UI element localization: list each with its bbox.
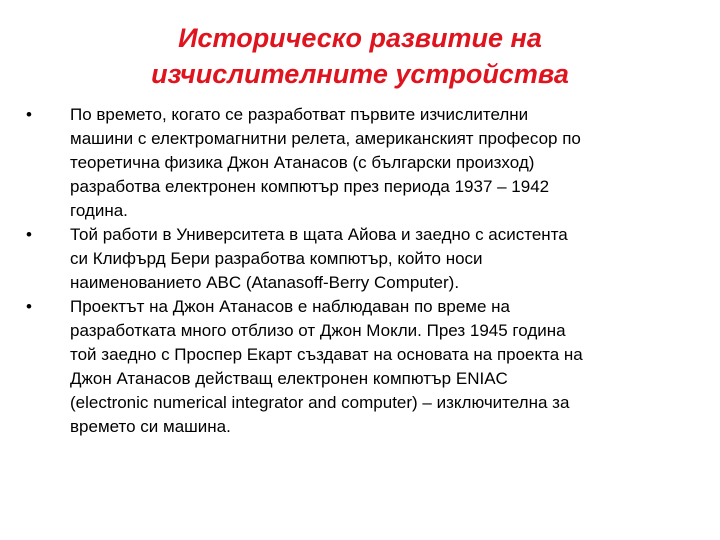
bullet-text-line: разработва електронен компютър през периода 1937 – 1942 xyxy=(70,177,550,196)
bullet-text-line: разработката много отблизо от Джон Мокли. През 1945 година xyxy=(70,321,566,340)
bullet-text-line: наименованието ABC (Atanasoff-Berry Computer). xyxy=(70,273,460,292)
bullet-list xyxy=(26,103,690,439)
bullet-text-line: Джон Атанасов действащ електронен компютър ENIAC xyxy=(70,369,508,388)
bullet-marker: • xyxy=(26,225,32,244)
bullet-text-line: По времето, когато се разработват първите изчислителни xyxy=(70,105,529,124)
bullet-text-line: теоретична физика Джон Атанасов (с български произход) xyxy=(70,153,535,172)
slide-title xyxy=(60,20,660,92)
bullet-text-line: машини с електромагнитни релета, американският професор по xyxy=(70,129,581,148)
bullet-text-line: Проектът на Джон Атанасов е наблюдаван по време на xyxy=(70,297,511,316)
slide-title-line: Историческо развитие на xyxy=(178,23,542,53)
bullet-item xyxy=(26,295,690,439)
slide-title-line: изчислителните устройства xyxy=(151,59,569,89)
bullet-text xyxy=(70,103,690,223)
bullet-text-line: си Клифърд Бери разработва компютър, който носи xyxy=(70,249,483,268)
bullet-text-line: времето си машина. xyxy=(70,417,231,436)
bullet-item xyxy=(26,103,690,223)
bullet-text xyxy=(70,223,690,295)
bullet-marker: • xyxy=(26,105,32,124)
bullet-marker: • xyxy=(26,297,32,316)
bullet-item xyxy=(26,223,690,295)
bullet-text-line: (electronic numerical integrator and computer) – изключителна за xyxy=(70,393,570,412)
bullet-text-line: той заедно с Проспер Екарт създават на основата на проекта на xyxy=(70,345,583,364)
bullet-text-line: Той работи в Университета в щата Айова и заедно с асистента xyxy=(70,225,568,244)
bullet-text xyxy=(70,295,690,439)
bullet-text-line: година. xyxy=(70,201,128,220)
